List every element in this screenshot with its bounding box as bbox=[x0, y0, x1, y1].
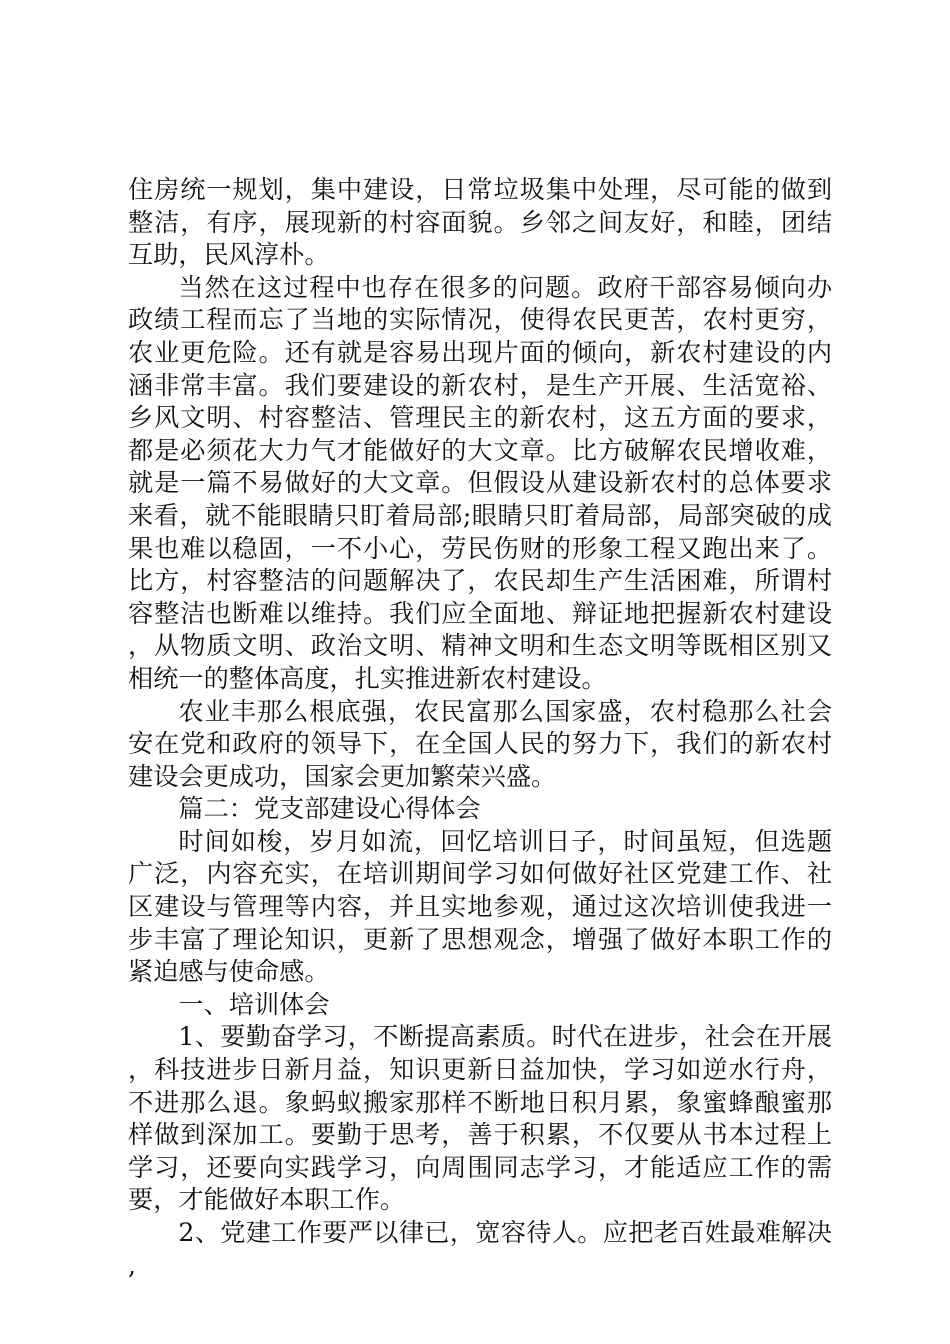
paragraph-1: 住房统一规划，集中建设，日常垃圾集中处理，尽可能的做到整洁，有序，展现新的村容面貌。乡邻之间友好，和睦，团结互助，民风淳朴。 bbox=[128, 175, 832, 270]
document-body bbox=[128, 174, 832, 1282]
subheading-training-experience: 一、培训体会 bbox=[178, 989, 330, 1019]
paragraph-item-1: 1、要勤奋学习，不断提高素质。时代在进步，社会在开展，科技进步日新月益，知识更新日益加快，学习如逆水行舟，不进那么退。象蚂蚁搬家那样不断地日积月累，象蜜蜂酿蜜那样做到深加工。要勤于思考，善于积累，不仅要从书本过程上学习，还要向实践学习，向周围同志学习，才能适应工作的需要，才能做好本职工作。 bbox=[128, 1022, 832, 1215]
paragraph-3: 农业丰那么根底强，农民富那么国家盛，农村稳那么社会安在党和政府的领导下，在全国人民的努力下，我们的新农村建设会更成功，国家会更加繁荣兴盛。 bbox=[128, 696, 832, 791]
section-heading-part-two: 篇二：党支部建设心得体会 bbox=[178, 794, 481, 824]
paragraph-item-2: 2、党建工作要严以律已，宽容待人。应把老百姓最难解决, bbox=[128, 1218, 832, 1280]
paragraph-2: 当然在这过程中也存在很多的问题。政府干部容易倾向办政绩工程而忘了当地的实际情况，使得农民更苦，农村更穷，农业更危险。还有就是容易出现片面的倾向，新农村建设的内涵非常丰富。我们要建设的新农村，是生产开展、生活宽裕、乡风文明、村容整洁、管理民主的新农村，这五方面的要求，都是必须花大力气才能做好的大文章。比方破解农民增收难，就是一篇不易做好的大文章。但假设从建设新农村的总体要求来看，就不能眼睛只盯着局部;眼睛只盯着局部，局部突破的成果也难以稳固，一不小心，劳民伤财的形象工程又跑出来了。比方，村容整洁的问题解决了，农民却生产生活困难，所谓村容整洁也断难以维持。我们应全面地、辩证地把握新农村建设，从物质文明、政治文明、精神文明和生态文明等既相区别又相统一的整体高度，扎实推进新农村建设。 bbox=[128, 272, 832, 693]
paragraph-4: 时间如梭，岁月如流，回忆培训日子，时间虽短，但选题广泛，内容充实，在培训期间学习如何做好社区党建工作、社区建设与管理等内容，并且实地参观，通过这次培训使我进一步丰富了理论知识，更新了思想观念，增强了做好本职工作的紧迫感与使命感。 bbox=[128, 826, 832, 987]
